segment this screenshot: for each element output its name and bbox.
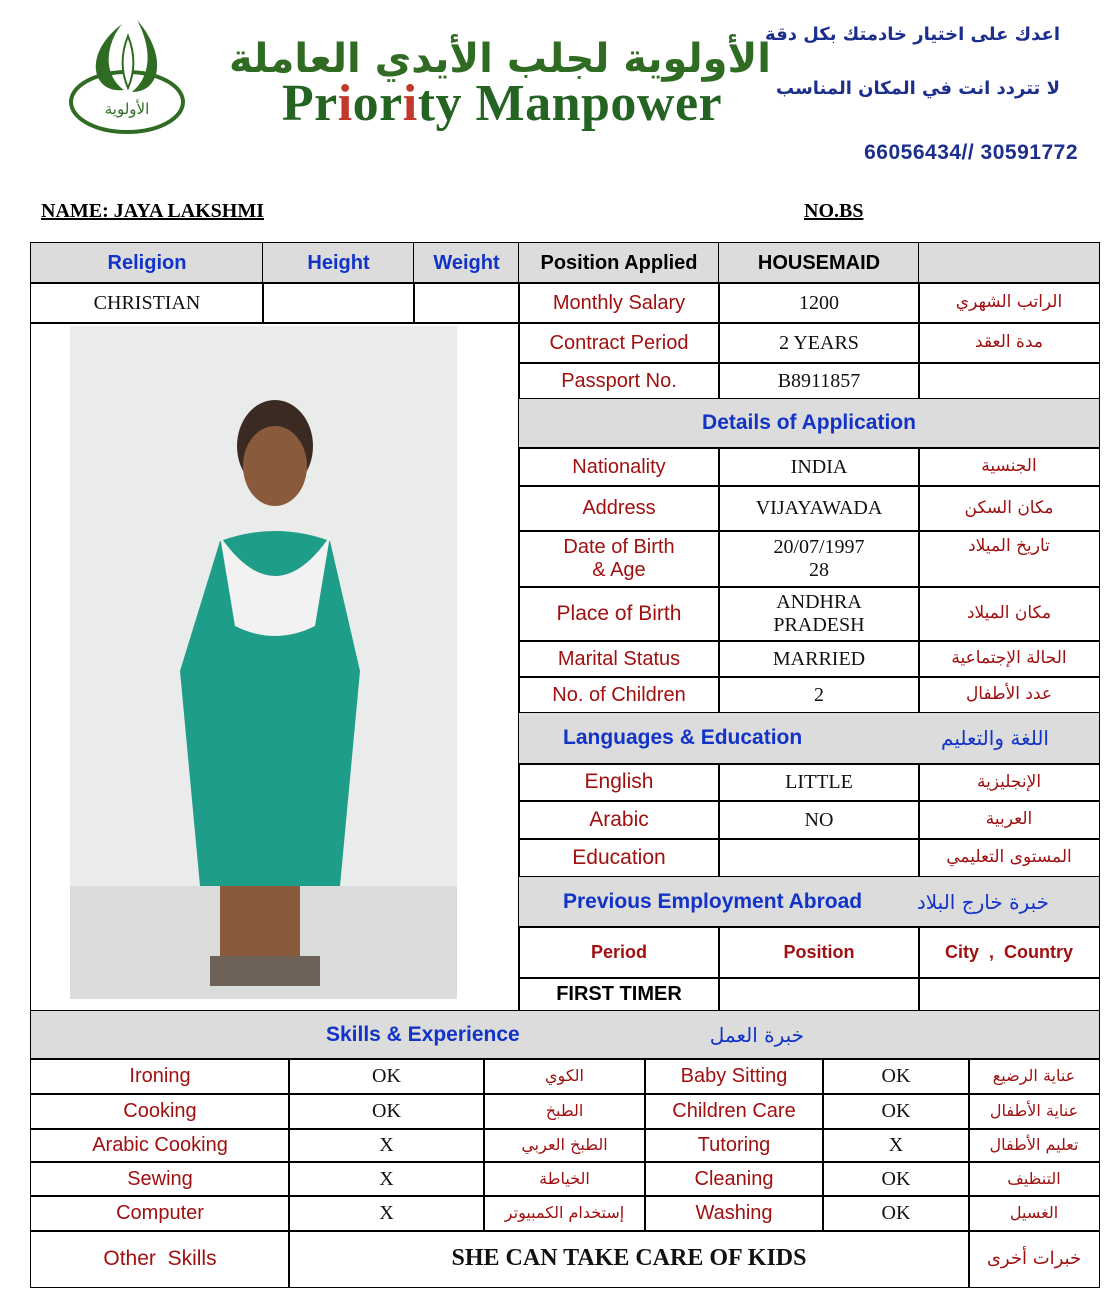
skill-right-ar: عناية الأطفال [968, 1093, 1100, 1130]
other-skills-label: Other Skills [30, 1230, 290, 1288]
dob-label-line1: Date of Birth [563, 536, 675, 558]
arabic-ar: العربية [918, 800, 1100, 840]
dob-label-line2: & Age [592, 559, 646, 581]
city-country-header: City , Country [918, 926, 1100, 979]
skill-right-ar: الغسيل [968, 1195, 1100, 1232]
position-applied-header: Position Applied [518, 242, 720, 284]
address-ar: مكان السكن [918, 485, 1100, 532]
brand-part-1: Pr [281, 75, 338, 132]
children-value: 2 [718, 676, 920, 714]
contract-ar: مدة العقد [918, 322, 1100, 364]
skill-right-label: Tutoring [644, 1128, 824, 1163]
employment-section-title [518, 876, 1100, 928]
skill-right-label: Washing [644, 1195, 824, 1232]
skill-right-label: Cleaning [644, 1161, 824, 1197]
arabic-label: Arabic [518, 800, 720, 840]
skill-right-ar: تعليم الأطفال [968, 1128, 1100, 1163]
religion-header: Religion [30, 242, 264, 284]
dob-date: 20/07/1997 [773, 536, 865, 558]
salary-value: 1200 [718, 282, 920, 324]
skill-left-value: OK [288, 1093, 485, 1130]
skill-left-label: Ironing [30, 1058, 290, 1095]
period-header: Period [518, 926, 720, 979]
children-label: No. of Children [518, 676, 720, 714]
dob-value [718, 530, 920, 588]
skill-left-ar: الكوي [483, 1058, 646, 1095]
salary-ar: الراتب الشهري [918, 282, 1100, 324]
tagline-1: اعدك على اختيار خادمتك بكل دقة [765, 24, 1060, 45]
skill-left-value: OK [288, 1058, 485, 1095]
company-logo [62, 14, 192, 144]
height-header: Height [262, 242, 415, 284]
brand-part-5: ty Manpower [417, 75, 723, 132]
arabic-value: NO [718, 800, 920, 840]
religion-value: CHRISTIAN [30, 282, 264, 324]
logo-ar-text: الأولوية [104, 100, 150, 118]
employment-position-value [718, 977, 920, 1012]
languages-title-ar: اللغة والتعليم [941, 726, 1049, 750]
pob-ar: مكان الميلاد [918, 586, 1100, 642]
skill-right-ar: التنظيف [968, 1161, 1100, 1197]
position-header: Position [718, 926, 920, 979]
skill-right-label: Baby Sitting [644, 1058, 824, 1095]
age: 28 [809, 559, 829, 581]
pob-line2: PRADESH [773, 614, 865, 636]
reference-number: NO.BS [804, 200, 864, 222]
pob-label: Place of Birth [518, 586, 720, 642]
brand-part-2: i [337, 75, 353, 132]
skill-right-ar: عناية الرضيع [968, 1058, 1100, 1095]
education-value [718, 838, 920, 878]
address-label: Address [518, 485, 720, 532]
skill-left-ar: الخياطة [483, 1161, 646, 1197]
candidate-name: NAME: JAYA LAKSHMI [41, 200, 264, 222]
brand-part-3: or [352, 75, 403, 132]
marital-value: MARRIED [718, 640, 920, 678]
marital-label: Marital Status [518, 640, 720, 678]
skill-left-label: Computer [30, 1195, 290, 1232]
children-ar: عدد الأطفال [918, 676, 1100, 714]
skill-right-value: OK [822, 1161, 970, 1197]
skill-left-value: X [288, 1195, 485, 1232]
skill-right-label: Children Care [644, 1093, 824, 1130]
height-value [262, 282, 415, 324]
english-label: English [518, 763, 720, 802]
skill-right-value: OK [822, 1093, 970, 1130]
skills-title-ar: خبرة العمل [709, 1022, 805, 1047]
brand-part-4: i [402, 75, 418, 132]
languages-section-title [518, 712, 1100, 765]
nationality-value: INDIA [718, 447, 920, 487]
header-blank-cell [918, 242, 1100, 284]
skill-right-value: OK [822, 1058, 970, 1095]
skill-left-value: X [288, 1161, 485, 1197]
skill-left-ar: الطبخ [483, 1093, 646, 1130]
skill-right-value: OK [822, 1195, 970, 1232]
passport-value: B8911857 [718, 362, 920, 400]
employment-city-value [918, 977, 1100, 1012]
nationality-label: Nationality [518, 447, 720, 487]
pob-value [718, 586, 920, 642]
skill-left-ar: إستخدام الكمبيوتر [483, 1195, 646, 1232]
other-skills-ar: خبرات أخرى [968, 1230, 1100, 1288]
skills-section-title [30, 1010, 1100, 1060]
education-ar: المستوى التعليمي [918, 838, 1100, 878]
english-value: LITTLE [718, 763, 920, 802]
details-section-title: Details of Application [518, 398, 1100, 449]
languages-title: Languages & Education [563, 726, 803, 750]
skill-left-ar: الطبخ العربي [483, 1128, 646, 1163]
employment-title: Previous Employment Abroad [563, 889, 863, 913]
marital-ar: الحالة الإجتماعية [918, 640, 1100, 678]
dob-label [518, 530, 720, 588]
passport-ar [918, 362, 1100, 400]
weight-value [413, 282, 520, 324]
passport-label: Passport No. [518, 362, 720, 400]
skill-left-label: Arabic Cooking [30, 1128, 290, 1163]
other-skills-value: SHE CAN TAKE CARE OF KIDS [288, 1230, 970, 1288]
address-value: VIJAYAWADA [718, 485, 920, 532]
contract-value: 2 YEARS [718, 322, 920, 364]
brand-name-english [212, 74, 792, 133]
skill-left-value: X [288, 1128, 485, 1163]
salary-label: Monthly Salary [518, 282, 720, 324]
skill-left-label: Cooking [30, 1093, 290, 1130]
employment-period-value: FIRST TIMER [518, 977, 720, 1012]
skills-title: Skills & Experience [325, 1022, 520, 1046]
position-applied-value: HOUSEMAID [718, 242, 920, 284]
employment-title-ar: خبرة خارج البلاد [916, 889, 1049, 914]
tagline-2: لا تتردد انت في المكان المناسب [776, 78, 1060, 99]
skill-right-value: X [822, 1128, 970, 1163]
candidate-photo [70, 326, 457, 999]
education-label: Education [518, 838, 720, 878]
brand-name-arabic: الأولوية لجلب الأيدي العاملة [229, 36, 771, 82]
english-ar: الإنجليزية [918, 763, 1100, 802]
dob-ar: تاريخ الميلاد [918, 530, 1100, 588]
skill-left-label: Sewing [30, 1161, 290, 1197]
phone-numbers: 66056434// 30591772 [864, 141, 1078, 164]
pob-line1: ANDHRA [776, 591, 862, 613]
weight-header: Weight [413, 242, 520, 284]
contract-label: Contract Period [518, 322, 720, 364]
nationality-ar: الجنسية [918, 447, 1100, 487]
